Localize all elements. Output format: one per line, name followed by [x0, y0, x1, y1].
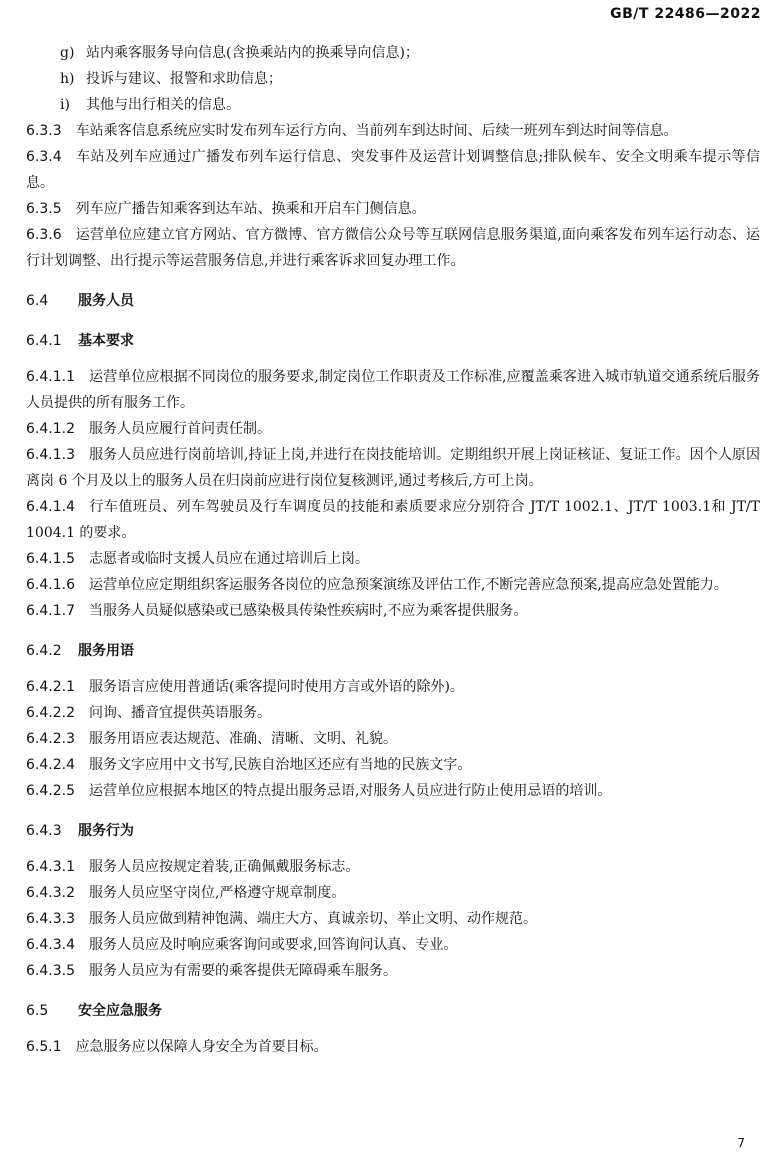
clause-text: 服务人员应按规定着装,正确佩戴服务标志。	[88, 859, 360, 875]
list-item-marker: i)	[60, 97, 70, 113]
clause-text: 车站及列车应通过广播发布列车运行信息、突发事件及运营计划调整信息;排队候车、安全文明乘车提示等信息。	[26, 149, 760, 191]
clause-6-4-2-2	[26, 700, 760, 726]
clause-text: 志愿者或临时支援人员应在通过培训后上岗。	[88, 551, 369, 567]
clause-6-4-2-4	[26, 752, 760, 778]
clause-6-3-4	[26, 144, 760, 196]
clause-text: 运营单位应定期组织客运服务各岗位的应急预案演练及评估工作,不断完善应急预案,提高应急处置能力。	[88, 577, 728, 593]
clause-text: 运营单位应建立官方网站、官方微博、官方微信公众号等互联网信息服务渠道,面向乘客发布列车运行动态、运行计划调整、出行提示等运营服务信息,并进行乘客诉求回复办理工作。	[26, 227, 760, 269]
clause-6-4-3-3	[26, 906, 760, 932]
clause-text: 服务语言应使用普通话(乘客提问时使用方言或外语的除外)。	[88, 679, 464, 695]
heading-number: 6.4.1	[26, 333, 62, 349]
clause-number: 6.4.1.2	[26, 421, 75, 437]
clause-6-3-3	[26, 118, 760, 144]
clause-number: 6.4.3.5	[26, 963, 75, 979]
clause-6-4-2-5	[26, 778, 760, 804]
clause-number: 6.4.2.1	[26, 679, 75, 695]
clause-text: 运营单位应根据本地区的特点提出服务忌语,对服务人员应进行防止使用忌语的培训。	[88, 783, 612, 799]
clause-number: 6.4.1.3	[26, 447, 75, 463]
clause-text: 行车值班员、列车驾驶员及行车调度员的技能和素质要求应分别符合 JT/T 1002.1、JT/T 1003.1和 JT/T 1004.1 的要求。	[26, 499, 760, 541]
clause-text: 服务用语应表达规范、准确、清晰、文明、礼貌。	[88, 731, 397, 747]
clause-6-4-3-2	[26, 880, 760, 906]
clause-number: 6.3.6	[26, 227, 62, 243]
clause-6-4-1-5	[26, 546, 760, 572]
clause-text: 服务人员应履行首问责任制。	[88, 421, 271, 437]
heading-6-4-2	[26, 638, 760, 664]
heading-title: 服务行为	[78, 823, 134, 839]
clause-6-3-6	[26, 222, 760, 274]
clause-6-4-2-1	[26, 674, 760, 700]
clause-6-4-1-6	[26, 572, 760, 598]
clause-number: 6.4.3.4	[26, 937, 75, 953]
clause-text: 服务人员应为有需要的乘客提供无障碍乘车服务。	[88, 963, 397, 979]
clause-6-4-3-1	[26, 854, 760, 880]
clause-number: 6.4.1.6	[26, 577, 75, 593]
clause-text: 服务人员应坚守岗位,严格遵守规章制度。	[88, 885, 346, 901]
list-item	[26, 40, 760, 66]
clause-number: 6.4.2.5	[26, 783, 75, 799]
clause-6-5-1	[26, 1034, 760, 1060]
clause-number: 6.3.5	[26, 201, 62, 217]
list-item-text: 站内乘客服务导向信息(含换乘站内的换乘导向信息)；	[86, 45, 419, 61]
clause-text: 列车应广播告知乘客到达车站、换乘和开启车门侧信息。	[75, 201, 426, 217]
heading-6-5	[26, 998, 760, 1024]
page-number: 7	[737, 1136, 745, 1150]
clause-text: 服务人员应做到精神饱满、端庄大方、真诚亲切、举止文明、动作规范。	[88, 911, 537, 927]
list-item	[26, 66, 760, 92]
heading-title: 服务用语	[78, 643, 134, 659]
clause-6-4-1-3	[26, 442, 760, 494]
clause-6-4-1-7	[26, 598, 760, 624]
clause-text: 服务人员应进行岗前培训,持证上岗,并进行在岗技能培训。定期组织开展上岗证核证、复证工作。因个人原因离岗 6 个月及以上的服务人员在归岗前应进行岗位复核测评,通过考核后,方可上岗。	[26, 447, 760, 489]
clause-number: 6.4.1.7	[26, 603, 75, 619]
clause-6-4-1-2	[26, 416, 760, 442]
heading-6-4	[26, 288, 760, 314]
clause-text: 服务文字应用中文书写,民族自治地区还应有当地的民族文字。	[88, 757, 472, 773]
heading-number: 6.5	[26, 1003, 49, 1019]
heading-title: 服务人员	[78, 293, 134, 309]
heading-title: 安全应急服务	[78, 1003, 162, 1019]
clause-6-3-5	[26, 196, 760, 222]
clause-number: 6.4.2.4	[26, 757, 75, 773]
clause-number: 6.4.3.1	[26, 859, 75, 875]
clause-number: 6.4.1.4	[26, 499, 75, 515]
list-item-marker: h)	[60, 71, 75, 87]
clause-number: 6.3.4	[26, 149, 62, 165]
list-item-text: 其他与出行相关的信息。	[86, 97, 240, 113]
clause-number: 6.4.2.3	[26, 731, 75, 747]
heading-number: 6.4.3	[26, 823, 62, 839]
clause-text: 车站乘客信息系统应实时发布列车运行方向、当前列车到达时间、后续一班列车到达时间等信息。	[75, 123, 678, 139]
heading-title: 基本要求	[78, 333, 134, 349]
clause-number: 6.4.1.1	[26, 369, 75, 385]
clause-6-4-2-3	[26, 726, 760, 752]
page-content	[26, 40, 760, 1060]
clause-text: 应急服务应以保障人身安全为首要目标。	[75, 1039, 328, 1055]
heading-6-4-1	[26, 328, 760, 354]
clause-number: 6.4.1.5	[26, 551, 75, 567]
clause-number: 6.5.1	[26, 1039, 62, 1055]
heading-6-4-3	[26, 818, 760, 844]
clause-text: 问询、播音宜提供英语服务。	[88, 705, 271, 721]
clause-text: 运营单位应根据不同岗位的服务要求,制定岗位工作职责及工作标准,应覆盖乘客进入城市轨道交通系统后服务人员提供的所有服务工作。	[26, 369, 760, 411]
list-item-text: 投诉与建议、报警和求助信息；	[86, 71, 282, 87]
clause-6-4-1-4	[26, 494, 760, 546]
document-number: GB/T 22486—2022	[610, 6, 761, 22]
clause-number: 6.4.3.2	[26, 885, 75, 901]
clause-6-4-3-5	[26, 958, 760, 984]
clause-number: 6.4.2.2	[26, 705, 75, 721]
list-item-marker: g)	[60, 45, 75, 61]
clause-6-4-3-4	[26, 932, 760, 958]
clause-number: 6.3.3	[26, 123, 62, 139]
clause-number: 6.4.3.3	[26, 911, 75, 927]
list-item	[26, 92, 760, 118]
clause-6-4-1-1	[26, 364, 760, 416]
clause-text: 当服务人员疑似感染或已感染极具传染性疾病时,不应为乘客提供服务。	[88, 603, 528, 619]
heading-number: 6.4	[26, 293, 49, 309]
clause-text: 服务人员应及时响应乘客询问或要求,回答询问认真、专业。	[88, 937, 458, 953]
heading-number: 6.4.2	[26, 643, 62, 659]
